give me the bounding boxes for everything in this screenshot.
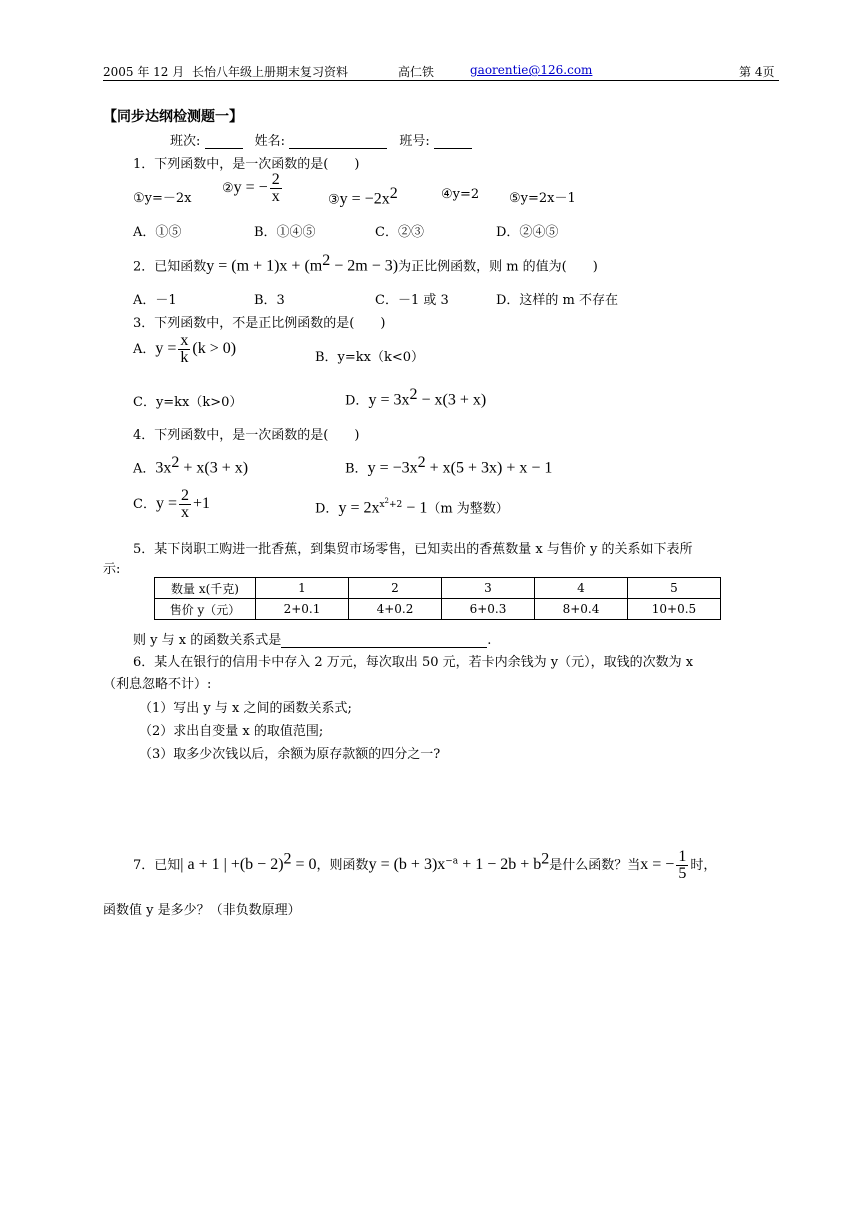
table-cell: 3	[442, 578, 535, 599]
q1-option-3-exp: 2	[389, 185, 398, 202]
q7-x-fraction	[676, 849, 688, 882]
number-label: 班号:	[399, 134, 430, 149]
q7-x-lhs: x = −	[640, 856, 675, 873]
q1-option-1: ①y=－2x	[133, 191, 192, 206]
q5-table	[154, 577, 721, 620]
q4-stem: 4．下列函数中，是一次函数的是( )	[133, 428, 360, 443]
q2-formula-exp: 2	[322, 252, 331, 269]
q3-choice-a	[133, 333, 236, 366]
table-cell: 8+0.4	[535, 599, 628, 620]
q4-choice-b-a: y = −3x	[367, 459, 418, 477]
q4-choice-c	[133, 488, 210, 521]
header-date: 2005 年 12 月	[103, 65, 185, 79]
q7-condition-a: | a + 1 | +(b − 2)	[180, 856, 284, 873]
header-page-number: 第 4页	[739, 65, 775, 79]
q6-stem-line2: （利息忽略不计）:	[103, 677, 212, 692]
q4-choice-d-b: − 1	[402, 499, 428, 517]
q1-option-4: ④y=2	[441, 187, 480, 202]
q4-choice-d-exp: x	[379, 500, 385, 510]
q6-sub-1: （1）写出 y 与 x 之间的函数关系式;	[139, 701, 352, 716]
table-cell: 5	[628, 578, 721, 599]
q2-choice-c: C．－1 或 3	[375, 293, 449, 308]
q1-option-5: ⑤y=2x－1	[509, 191, 576, 206]
q7-x-num: 1	[678, 848, 687, 865]
q4-choice-a-exp: 2	[171, 454, 180, 471]
q4-choice-d-exponent	[379, 497, 403, 510]
header-rule	[103, 80, 779, 81]
q7-end: 时，	[690, 858, 717, 873]
q2-formula-b: − 2m − 3)	[330, 257, 399, 275]
q3-choice-b: B．y=kx（k<0）	[315, 350, 425, 365]
q1-choice-d: D．②④⑤	[496, 225, 559, 240]
q7-x-den: 5	[678, 865, 687, 882]
q7-function-b: + 1 − 2b + b	[458, 856, 542, 873]
q5-answer-prefix: 则 y 与 x 的函数关系式是	[133, 633, 282, 648]
q1-choice-b: B．①④⑤	[254, 225, 316, 240]
q1-option-2-lhs: y = −	[233, 179, 268, 196]
q4-choice-c-fraction	[179, 488, 191, 521]
q1-option-2-den: x	[271, 188, 280, 205]
q4-choice-b-b: + x(5 + 3x) + x − 1	[425, 459, 553, 477]
table-cell: 1	[256, 578, 349, 599]
table-cell: 4+0.2	[349, 599, 442, 620]
q4-choice-d-note: （m 为整数）	[427, 501, 509, 517]
name-label: 姓名:	[254, 134, 286, 149]
q1-option-2	[222, 172, 284, 205]
q7-function-exp2: 2	[541, 850, 550, 868]
table-cell: 4	[535, 578, 628, 599]
q4-choice-b	[345, 454, 552, 477]
q4-choice-c-rhs: +1	[192, 495, 211, 512]
q7-function-exp: −a	[445, 856, 459, 867]
q7-function-a: y = (b + 3)x	[368, 856, 446, 873]
q7-line1	[133, 849, 716, 882]
q4-choice-c-lhs: y =	[155, 495, 177, 512]
q4-choice-c-label: C．	[133, 497, 156, 512]
q3-choice-a-fraction	[178, 333, 190, 366]
q3-choice-a-num: x	[180, 332, 189, 349]
class-label: 班次:	[170, 134, 201, 149]
q5-answer-suffix: .	[487, 633, 492, 648]
name-blank[interactable]	[289, 148, 387, 149]
q3-choice-d-label: D．	[345, 393, 369, 409]
q4-choice-a-label: A．	[133, 461, 156, 477]
header-author: 高仁铁	[398, 65, 435, 79]
q1-option-2-fraction	[270, 172, 282, 205]
q4-choice-b-label: B．	[345, 461, 368, 477]
q1-option-2-marker: ②	[222, 181, 234, 196]
class-blank[interactable]	[205, 148, 243, 149]
q3-choice-a-label: A．	[133, 342, 156, 357]
q1-choice-a: A．①⑤	[133, 225, 182, 240]
q3-choice-d-b: − x(3 + x)	[417, 391, 487, 409]
q2-stem-post: 为正比例函数，则 m 的值为( )	[398, 259, 598, 275]
q5-answer-line	[133, 629, 491, 648]
header-title: 长怡八年级上册期末复习资料	[192, 65, 349, 79]
q3-stem: 3．下列函数中，不是正比例函数的是( )	[133, 316, 386, 331]
q4-choice-d-exp2: 2	[384, 497, 390, 505]
q3-choice-a-rhs: (k > 0)	[192, 340, 237, 357]
table-row	[155, 599, 721, 620]
q7-middle: ，则函数	[316, 858, 369, 873]
q5-answer-blank[interactable]	[281, 633, 487, 648]
section-title: 【同步达纲检测题一】	[103, 109, 243, 125]
q6-stem-line1: 6．某人在银行的信用卡中存入 2 万元，每次取出 50 元，若卡内余钱为 y（元），取钱的次数为 x	[133, 655, 694, 670]
q1-choice-c: C．②③	[375, 225, 424, 240]
q7-post: 是什么函数？当	[549, 858, 641, 873]
q2-choice-d: D．这样的 m 不存在	[496, 293, 619, 308]
q7-condition-exp: 2	[283, 850, 292, 868]
q7-line2: 函数值 y 是多少？（非负数原理）	[103, 903, 301, 918]
q4-choice-d-label: D．	[315, 501, 339, 517]
table-cell: 售价 y（元）	[155, 599, 256, 620]
q2-formula-a: y = (m + 1)x + (m	[206, 257, 323, 275]
q2-choice-b: B．3	[254, 293, 285, 308]
table-cell: 2	[349, 578, 442, 599]
q3-choice-a-lhs: y =	[155, 340, 177, 357]
q7-condition-b: = 0	[291, 856, 317, 873]
q1-option-3	[328, 185, 398, 208]
q2-stem	[133, 252, 598, 275]
q4-choice-c-num: 2	[180, 487, 189, 504]
student-info-line	[170, 130, 472, 149]
q4-choice-d-a: y = 2x	[338, 499, 380, 517]
q1-option-3-expr: y = −2x	[339, 190, 390, 208]
q4-choice-d	[315, 497, 509, 517]
header-email-link[interactable]: gaorentie@126.com	[470, 63, 593, 77]
table-cell: 2+0.1	[256, 599, 349, 620]
q1-option-3-marker: ③	[328, 192, 340, 208]
q5-stem-line2: 示:	[103, 562, 121, 577]
q2-choice-a: A．－1	[133, 293, 177, 308]
number-blank[interactable]	[434, 148, 472, 149]
q4-choice-c-den: x	[180, 504, 189, 521]
q5-stem-line1: 5．某下岗职工购进一批香蕉，到集贸市场零售，已知卖出的香蕉数量 x 与售价 y 的关系如下表所	[133, 542, 693, 557]
q6-sub-2: （2）求出自变量 x 的取值范围;	[139, 724, 324, 739]
q1-option-2-num: 2	[271, 171, 280, 188]
q3-choice-d-a: y = 3x	[368, 391, 410, 409]
q7-prefix: 7．已知	[133, 858, 181, 873]
q4-choice-b-exp: 2	[417, 454, 426, 471]
q3-choice-a-den: k	[180, 349, 189, 366]
q1-stem: 1．下列函数中，是一次函数的是( )	[133, 157, 360, 172]
q4-choice-a	[133, 454, 248, 477]
q2-stem-pre: 2．已知函数	[133, 259, 207, 275]
q4-choice-d-exp3: +2	[389, 500, 403, 510]
q3-choice-d	[345, 386, 486, 409]
table-row	[155, 578, 721, 599]
table-cell: 数量 x(千克)	[155, 578, 256, 599]
table-cell: 6+0.3	[442, 599, 535, 620]
q3-choice-c: C．y=kx（k>0）	[133, 395, 243, 410]
q4-choice-a-a: 3x	[155, 459, 172, 477]
q6-sub-3: （3）取多少次钱以后，余额为原存款额的四分之一?	[139, 747, 441, 762]
q3-choice-d-exp: 2	[409, 386, 418, 403]
q4-choice-a-b: + x(3 + x)	[179, 459, 249, 477]
table-cell: 10+0.5	[628, 599, 721, 620]
